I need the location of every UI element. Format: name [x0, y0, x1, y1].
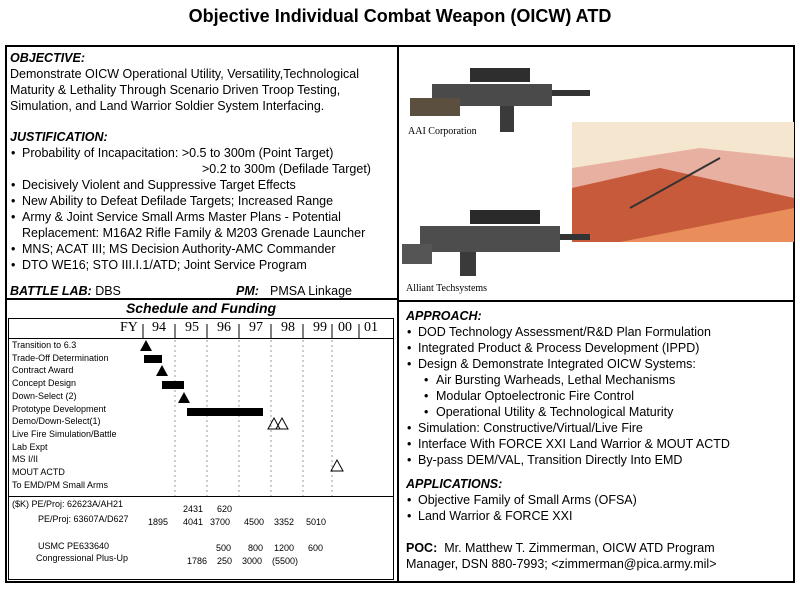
justification-item: • New Ability to Defeat Defilade Targets; Increased Range	[10, 193, 395, 209]
funding-value: 1200	[274, 543, 295, 553]
justification-heading: JUSTIFICATION:	[10, 130, 108, 144]
column-divider	[397, 45, 399, 583]
pm-label: PM:	[236, 284, 259, 298]
milestone-ms	[331, 460, 343, 471]
poc-line1: Mr. Matthew T. Zimmerman, OICW ATD Program	[444, 541, 715, 555]
task-label: Contract Award	[12, 365, 74, 376]
schedule-heading: Schedule and Funding	[125, 300, 277, 316]
year-label: 00	[338, 320, 352, 335]
funding-label: PE/Proj: 63607A/D627	[38, 514, 129, 524]
funding-value: 1895	[148, 517, 169, 527]
approach-section	[406, 308, 791, 468]
funding-value: 3000	[242, 556, 263, 566]
caption-aai: AAI Corporation	[408, 126, 477, 137]
funding-label: Congressional Plus-Up	[36, 553, 129, 563]
milestone-down-select	[178, 392, 190, 403]
application-item: • Land Warrior & FORCE XXI	[406, 508, 791, 524]
funding-value: 3700	[210, 517, 231, 527]
bar-tradeoff	[144, 355, 162, 363]
task-label: Lab Expt	[12, 441, 48, 452]
bar-concept-design	[162, 381, 184, 389]
task-label: Down-Select (2)	[12, 390, 77, 401]
approach-subitem: • Modular Optoelectronic Fire Control	[406, 388, 791, 404]
objective-section	[10, 50, 390, 114]
weapon-images	[400, 48, 795, 298]
year-label: 01	[364, 320, 378, 335]
milestone-demo-2	[276, 418, 288, 429]
alliant-rifle-image	[402, 210, 590, 276]
justification-item: • MNS; ACAT III; MS Decision Authority-AMC Commander	[10, 241, 395, 257]
funding-value: 2431	[183, 504, 204, 514]
objective-text: Demonstrate OICW Operational Utility, Versatility,Technological Maturity & Lethality Through Scenario Driven Troop Testing, Simulation, and Land Warrior Soldier System Interfacing.	[10, 67, 359, 113]
justification-section	[10, 129, 395, 273]
justification-item: • DTO WE16; STO III.I.1/ATD; Joint Service Program	[10, 257, 395, 273]
task-label: Transition to 6.3	[12, 340, 77, 350]
page-title: Objective Individual Combat Weapon (OICW) ATD	[188, 6, 612, 26]
approach-item: • By-pass DEM/VAL, Transition Directly Into EMD	[406, 452, 791, 468]
task-label: To EMD/PM Small Arms	[12, 479, 109, 490]
aai-rifle-image	[410, 68, 590, 132]
year-label: 94	[152, 320, 166, 335]
approach-subitem: • Air Bursting Warheads, Lethal Mechanisms	[406, 372, 791, 388]
funding-value: 4041	[183, 517, 204, 527]
task-label: MOUT ACTD	[12, 467, 65, 478]
justification-item: • Decisively Violent and Suppressive Target Effects	[10, 177, 395, 193]
year-label: 95	[185, 320, 199, 335]
justification-item: • Probability of Incapacitation: >0.5 to 300m (Point Target)	[10, 145, 395, 161]
right-divider	[397, 300, 795, 302]
applications-section	[406, 476, 791, 524]
funding-value: 1786	[187, 556, 208, 566]
funding-rule	[8, 496, 394, 497]
poc-label: POC:	[406, 541, 438, 555]
approach-item: • Design & Demonstrate Integrated OICW Systems:	[406, 356, 791, 372]
task-label: Prototype Development	[12, 403, 107, 414]
approach-item: • Simulation: Constructive/Virtual/Live Fire	[406, 420, 791, 436]
task-label: Live Fire Simulation/Battle	[12, 428, 117, 439]
approach-item: • DOD Technology Assessment/R&D Plan Formulation	[406, 324, 791, 340]
caption-alliant: Alliant Techsystems	[406, 283, 488, 294]
poc-section	[406, 540, 791, 572]
funding-value: (5500)	[272, 556, 299, 566]
year-label: 99	[313, 320, 327, 335]
battle-lab-value: DBS	[95, 284, 121, 298]
approach-subitem: • Operational Utility & Technological Maturity	[406, 404, 791, 420]
objective-heading: OBJECTIVE:	[10, 51, 86, 65]
approach-heading: APPROACH:	[406, 309, 482, 323]
applications-heading: APPLICATIONS:	[406, 477, 503, 491]
justification-item: • Army & Joint Service Small Arms Master Plans - Potential	[10, 209, 395, 225]
battle-lab-label: BATTLE LAB:	[10, 284, 92, 298]
funding-value: 500	[216, 543, 232, 553]
bar-prototype	[187, 408, 263, 416]
funding-value: 4500	[244, 517, 265, 527]
funding-value: 3352	[274, 517, 295, 527]
task-label: Concept Design	[12, 378, 77, 389]
fy-label: FY	[120, 320, 138, 335]
poc-line2: Manager, DSN 880-7993; <zimmerman@pica.army.mil>	[406, 557, 717, 571]
approach-item: • Integrated Product & Process Development (IPPD)	[406, 340, 791, 356]
funding-value: 5010	[306, 517, 327, 527]
year-label: 98	[281, 320, 295, 335]
funding-value: 600	[308, 543, 324, 553]
funding-label: USMC PE633640	[38, 541, 110, 551]
gantt-chart	[140, 320, 394, 496]
task-label: Demo/Down-Select(1)	[12, 416, 101, 427]
year-label: 97	[249, 320, 263, 335]
funding-value: 800	[248, 543, 264, 553]
application-item: • Objective Family of Small Arms (OFSA)	[406, 492, 791, 508]
justification-continuation: Replacement: M16A2 Rifle Family & M203 Grenade Launcher	[22, 226, 366, 240]
milestone-contract-award	[156, 365, 168, 376]
battlefield-illustration	[572, 122, 794, 242]
approach-item: • Interface With FORCE XXI Land Warrior & MOUT ACTD	[406, 436, 791, 452]
battle-lab-row	[10, 283, 395, 299]
task-label: Trade-Off Determination	[12, 352, 109, 363]
milestone-demo-1	[268, 418, 280, 429]
year-label: 96	[217, 320, 231, 335]
funding-label: ($K) PE/Proj: 62623A/AH21	[12, 499, 124, 509]
funding-value: 620	[217, 504, 233, 514]
justification-continuation: >0.2 to 300m (Defilade Target)	[202, 162, 371, 176]
funding-value: 250	[217, 556, 233, 566]
pm-value: PMSA Linkage	[270, 284, 352, 298]
task-list	[12, 339, 142, 491]
task-label: MS I/II	[12, 454, 39, 465]
